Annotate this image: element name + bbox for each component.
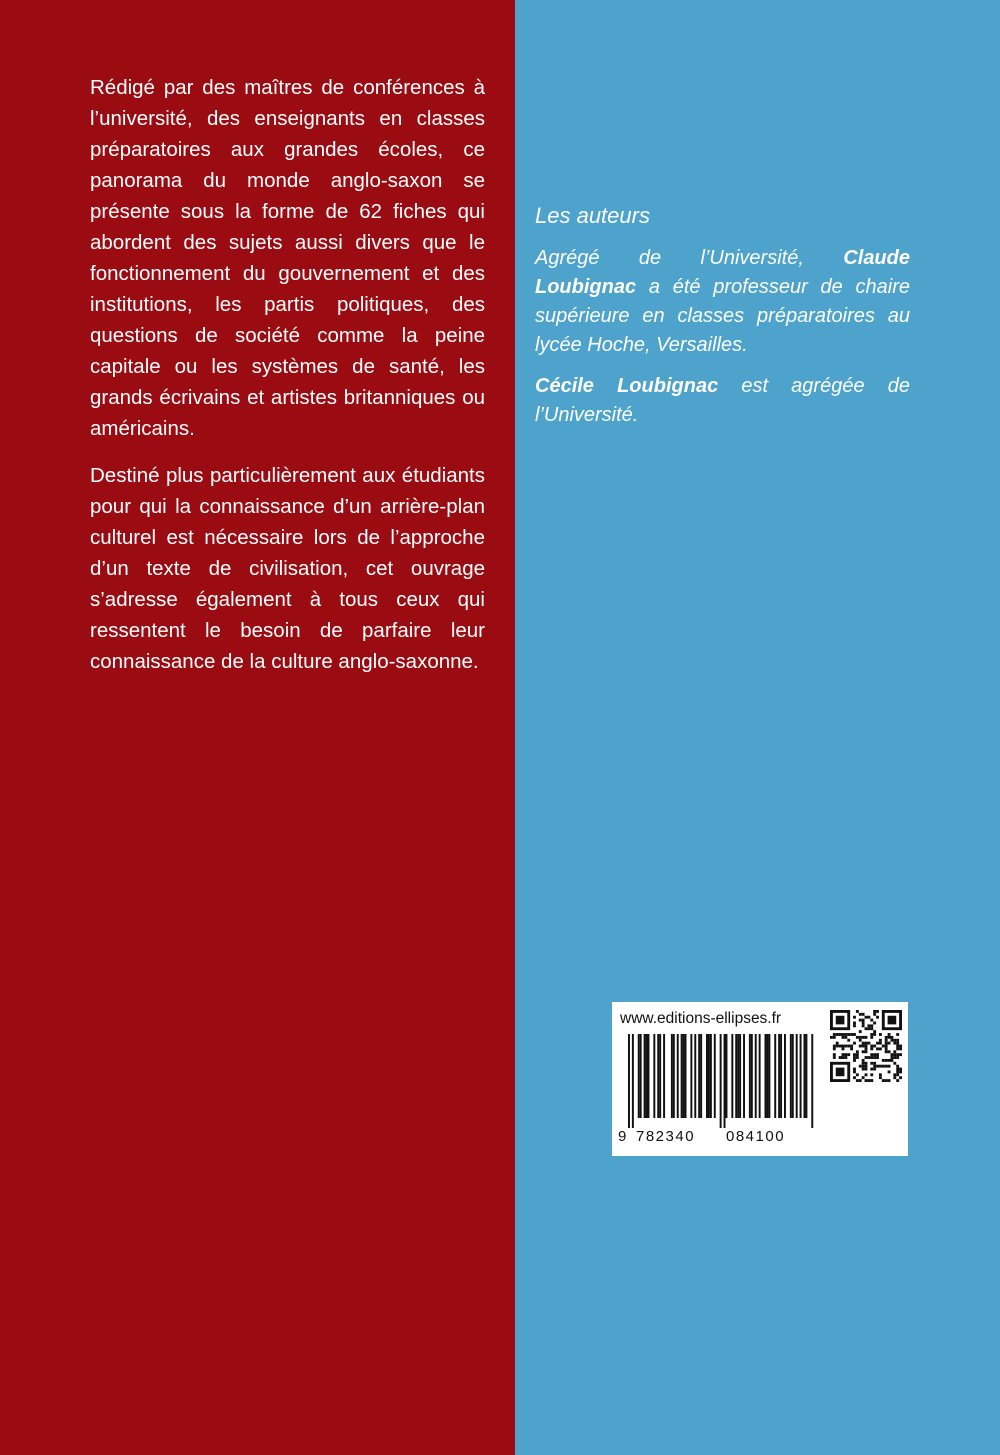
qr-module (882, 1065, 885, 1068)
qr-module (873, 1022, 876, 1025)
isbn-barcode (628, 1034, 818, 1128)
qr-module (893, 1062, 896, 1065)
qr-module (870, 1079, 873, 1082)
qr-module (862, 1076, 865, 1079)
barcode-bar (759, 1034, 761, 1118)
qr-module (862, 1036, 865, 1039)
qr-module (853, 1033, 856, 1036)
qr-module (862, 1065, 865, 1068)
qr-module (870, 1073, 873, 1076)
author-2-bio (535, 372, 910, 430)
qr-module (867, 1016, 870, 1019)
qr-module (844, 1036, 847, 1039)
qr-module (876, 1053, 879, 1056)
qr-module (844, 1056, 847, 1059)
barcode-bar (805, 1034, 807, 1118)
qr-module (862, 1013, 865, 1016)
qr-module (873, 1065, 876, 1068)
qr-module (888, 1065, 891, 1068)
qr-module (879, 1065, 882, 1068)
qr-module (873, 1010, 876, 1013)
qr-module (859, 1039, 862, 1042)
qr-module (885, 1065, 888, 1068)
barcode-bar (790, 1034, 792, 1118)
qr-module (836, 1045, 839, 1048)
qr-module (896, 1073, 899, 1076)
qr-module (888, 1042, 891, 1045)
qr-module (865, 1073, 868, 1076)
qr-module (844, 1033, 847, 1036)
qr-module (842, 1033, 845, 1036)
qr-module (839, 1045, 842, 1048)
qr-module (865, 1068, 868, 1071)
qr-module (893, 1050, 896, 1053)
qr-module (870, 1027, 873, 1030)
barcode-bar (784, 1034, 786, 1118)
qr-module (870, 1045, 873, 1048)
qr-module (867, 1027, 870, 1030)
qr-module (833, 1036, 836, 1039)
qr-module (867, 1042, 870, 1045)
barcode-bar (681, 1034, 683, 1118)
qr-module (873, 1056, 876, 1059)
qr-module (885, 1059, 888, 1062)
barcode-bar (804, 1034, 806, 1118)
barcode-bar (726, 1034, 728, 1118)
qr-module (879, 1039, 882, 1042)
qr-module (853, 1016, 856, 1019)
barcode-bar (780, 1034, 782, 1118)
barcode-bar (766, 1034, 768, 1118)
isbn-number (618, 1128, 818, 1145)
qr-module (870, 1033, 873, 1036)
qr-module (859, 1079, 862, 1082)
barcode-bar (663, 1034, 665, 1118)
qr-module (865, 1047, 868, 1050)
qr-module (847, 1039, 850, 1042)
barcode-bar (628, 1034, 630, 1128)
barcode-bar (724, 1034, 726, 1128)
author-1-name: Claude Loubignac (535, 247, 910, 298)
qr-module (899, 1045, 902, 1048)
qr-module (865, 1079, 868, 1082)
qr-module (862, 1019, 865, 1022)
qr-module (867, 1024, 870, 1027)
qr-module (899, 1070, 902, 1073)
qr-module (856, 1079, 859, 1082)
qr-module (862, 1022, 865, 1025)
qr-module (862, 1042, 865, 1045)
qr-module (859, 1013, 862, 1016)
qr-module (885, 1050, 888, 1053)
author-1-bio (535, 244, 910, 360)
qr-module (890, 1053, 893, 1056)
authors-heading: Les auteurs (535, 203, 650, 228)
qr-module (856, 1010, 859, 1013)
qr-module (888, 1033, 891, 1036)
qr-module (842, 1056, 845, 1059)
barcode-bar (648, 1034, 650, 1118)
qr-module (896, 1045, 899, 1048)
qr-module (876, 1010, 879, 1013)
qr-module (876, 1056, 879, 1059)
qr-module (890, 1059, 893, 1062)
barcode-box (612, 1002, 908, 1156)
qr-module (853, 1053, 856, 1056)
qr-module (879, 1076, 882, 1079)
barcode-bar (640, 1034, 642, 1118)
qr-module (859, 1036, 862, 1039)
qr-module (833, 1053, 836, 1056)
qr-module (836, 1033, 839, 1036)
qr-module (859, 1030, 862, 1033)
barcode-bar (710, 1034, 712, 1118)
barcode-bar (646, 1034, 648, 1118)
barcode-bar (737, 1034, 739, 1118)
qr-module (853, 1070, 856, 1073)
isbn-group-2: 084100 (726, 1128, 786, 1145)
qr-module (870, 1036, 873, 1039)
qr-module (885, 1039, 888, 1042)
qr-module (870, 1062, 873, 1065)
qr-module (836, 1068, 845, 1077)
qr-module (844, 1053, 847, 1056)
author-2-suffix: est agrégée de l’Université. (535, 375, 910, 426)
qr-module (853, 1059, 856, 1062)
qr-module (893, 1056, 896, 1059)
qr-module (842, 1047, 845, 1050)
qr-module (853, 1042, 856, 1045)
barcode-bar (743, 1034, 745, 1118)
qr-module (879, 1042, 882, 1045)
qr-module (890, 1039, 893, 1042)
blurb-paragraph-1: Rédigé par des maîtres de conférences à l’université, des enseignants en classes préparatoires aux grandes écoles, ce panorama du monde anglo-saxon se présente sous la forme de 62 fiches qui abordent des sujets aussi divers que le fonctionnement du gouvernement et des institutions, les partis politiques, des questions de société comme la peine capitale ou les systèmes de santé, les grands écrivains et artistes britanniques ou américains. (90, 76, 485, 440)
qr-module (856, 1073, 859, 1076)
qr-module (896, 1079, 899, 1082)
qr-module (873, 1062, 876, 1065)
barcode-bar (755, 1034, 757, 1118)
barcode-bar (796, 1034, 798, 1118)
qr-module (896, 1039, 899, 1042)
barcode-bar (653, 1034, 655, 1118)
barcode-bar (698, 1034, 700, 1118)
qr-module (873, 1053, 876, 1056)
qr-module (893, 1042, 896, 1045)
qr-module (862, 1045, 865, 1048)
qr-module (879, 1047, 882, 1050)
qr-module (865, 1036, 868, 1039)
qr-module (865, 1065, 868, 1068)
barcode-bar (720, 1034, 722, 1128)
qr-module (876, 1047, 879, 1050)
qr-module (870, 1053, 873, 1056)
barcode-bar (683, 1034, 685, 1118)
publisher-website: www.editions-ellipses.fr (620, 1010, 782, 1027)
qr-module (896, 1065, 899, 1068)
qr-module (853, 1068, 856, 1071)
qr-module (885, 1042, 888, 1045)
barcode-bar (731, 1034, 733, 1118)
barcode-bar (657, 1034, 659, 1118)
qr-module (896, 1068, 899, 1071)
qr-module (885, 1045, 888, 1048)
qr-module (859, 1045, 862, 1048)
qr-module (865, 1050, 868, 1053)
qr-module (893, 1039, 896, 1042)
qr-module (896, 1056, 899, 1059)
qr-module (842, 1036, 845, 1039)
qr-module (853, 1076, 856, 1079)
barcode-bar (638, 1034, 640, 1118)
qr-module (879, 1033, 882, 1036)
barcode-bar (644, 1034, 646, 1118)
qr-module (844, 1045, 847, 1048)
barcode-bar (690, 1034, 692, 1118)
qr-module (830, 1036, 833, 1039)
qr-module (865, 1056, 868, 1059)
qr-module (888, 1036, 891, 1039)
qr-module (885, 1079, 888, 1082)
barcode-bar (792, 1034, 794, 1118)
authors-section (535, 200, 910, 442)
qr-module (882, 1079, 885, 1082)
barcode-bar (768, 1034, 770, 1118)
qr-module (873, 1030, 876, 1033)
qr-module (899, 1053, 902, 1056)
barcode-bar (700, 1034, 702, 1118)
qr-module (867, 1056, 870, 1059)
barcode-bar (714, 1034, 716, 1118)
qr-module (853, 1056, 856, 1059)
qr-module (873, 1068, 876, 1071)
barcode-bar (774, 1034, 776, 1118)
qr-module (839, 1033, 842, 1036)
qr-module (865, 1016, 868, 1019)
qr-module (850, 1045, 853, 1048)
qr-module (862, 1062, 865, 1065)
author-1-prefix: Agrégé de l’Université, (535, 247, 844, 269)
qr-module (865, 1042, 868, 1045)
barcode-bar (659, 1034, 661, 1118)
qr-module (876, 1016, 879, 1019)
qr-module (836, 1042, 839, 1045)
qr-module (896, 1053, 899, 1056)
barcode-bar (765, 1034, 767, 1118)
qr-module (865, 1045, 868, 1048)
qr-module (867, 1079, 870, 1082)
qr-module (876, 1042, 879, 1045)
isbn-group-1: 782340 (636, 1128, 696, 1145)
barcode-bar (735, 1034, 737, 1118)
qr-module (862, 1059, 865, 1062)
qr-module (890, 1056, 893, 1059)
barcode-bar (749, 1034, 751, 1118)
barcode-bar (694, 1034, 696, 1118)
qr-module (865, 1062, 868, 1065)
author-1-suffix: a été professeur de chaire supérieure en classes préparatoires au lycée Hoche, Versailles. (535, 276, 910, 356)
barcode-bar (778, 1034, 780, 1118)
barcode-bar (671, 1034, 673, 1118)
qr-module (870, 1019, 873, 1022)
qr-module (899, 1047, 902, 1050)
barcode-bar (685, 1034, 687, 1118)
qr-module (885, 1047, 888, 1050)
qr-module (870, 1068, 873, 1071)
qr-module (876, 1065, 879, 1068)
qr-module (850, 1047, 853, 1050)
qr-module (873, 1013, 876, 1016)
qr-module (899, 1076, 902, 1079)
qr-module (896, 1070, 899, 1073)
qr-module (870, 1047, 873, 1050)
qr-module (873, 1033, 876, 1036)
qr-module (853, 1022, 856, 1025)
qr-code (830, 1010, 902, 1082)
qr-module (896, 1033, 899, 1036)
qr-module (885, 1036, 888, 1039)
qr-module (879, 1073, 882, 1076)
barcode-bar (739, 1034, 741, 1118)
qr-module (873, 1045, 876, 1048)
qr-module (833, 1056, 836, 1059)
qr-module (856, 1053, 859, 1056)
qr-module (899, 1068, 902, 1071)
barcode-bar (706, 1034, 708, 1118)
qr-module (893, 1073, 896, 1076)
barcode-bar (751, 1034, 753, 1118)
qr-module (847, 1045, 850, 1048)
book-blurb (90, 72, 485, 693)
barcode-bar (708, 1034, 710, 1118)
qr-module (862, 1024, 865, 1027)
barcode-bar (811, 1034, 813, 1128)
barcode-bar (673, 1034, 675, 1118)
qr-module (865, 1027, 868, 1030)
qr-module (859, 1019, 862, 1022)
qr-module (882, 1045, 885, 1048)
qr-module (853, 1024, 856, 1027)
qr-module (856, 1050, 859, 1053)
qr-module (893, 1076, 896, 1079)
author-2-name: Cécile Loubignac (535, 375, 719, 397)
qr-module (862, 1050, 865, 1053)
qr-module (893, 1053, 896, 1056)
qr-module (847, 1033, 850, 1036)
qr-module (888, 1059, 891, 1062)
qr-module (888, 1016, 897, 1025)
qr-module (888, 1070, 891, 1073)
qr-module (888, 1079, 891, 1082)
qr-module (833, 1047, 836, 1050)
barcode-bar (677, 1034, 679, 1118)
qr-module (888, 1050, 891, 1053)
qr-module (859, 1065, 862, 1068)
qr-module (862, 1068, 865, 1071)
barcode-bar (800, 1034, 802, 1118)
qr-module (847, 1053, 850, 1056)
qr-module (839, 1056, 842, 1059)
qr-module (833, 1033, 836, 1036)
qr-module (896, 1042, 899, 1045)
qr-module (870, 1056, 873, 1059)
qr-module (842, 1053, 845, 1056)
isbn-first-digit: 9 (618, 1128, 628, 1145)
qr-module (882, 1059, 885, 1062)
qr-module (842, 1045, 845, 1048)
qr-module (856, 1056, 859, 1059)
qr-module (896, 1047, 899, 1050)
qr-module (850, 1033, 853, 1036)
qr-module (870, 1024, 873, 1027)
blurb-paragraph-2: Destiné plus particulièrement aux étudiants pour qui la connaissance d’un arrière-plan culturel est nécessaire lors de l’approche d’un texte de civilisation, cet ouvrage s’adresse également à tous ceux qui ressentent le besoin de parfaire leur connaissance de la culture anglo-saxonne. (90, 464, 485, 673)
qr-module (890, 1036, 893, 1039)
barcode-bar (632, 1034, 634, 1128)
qr-module (836, 1016, 845, 1025)
qr-module (833, 1045, 836, 1048)
qr-module (856, 1036, 859, 1039)
